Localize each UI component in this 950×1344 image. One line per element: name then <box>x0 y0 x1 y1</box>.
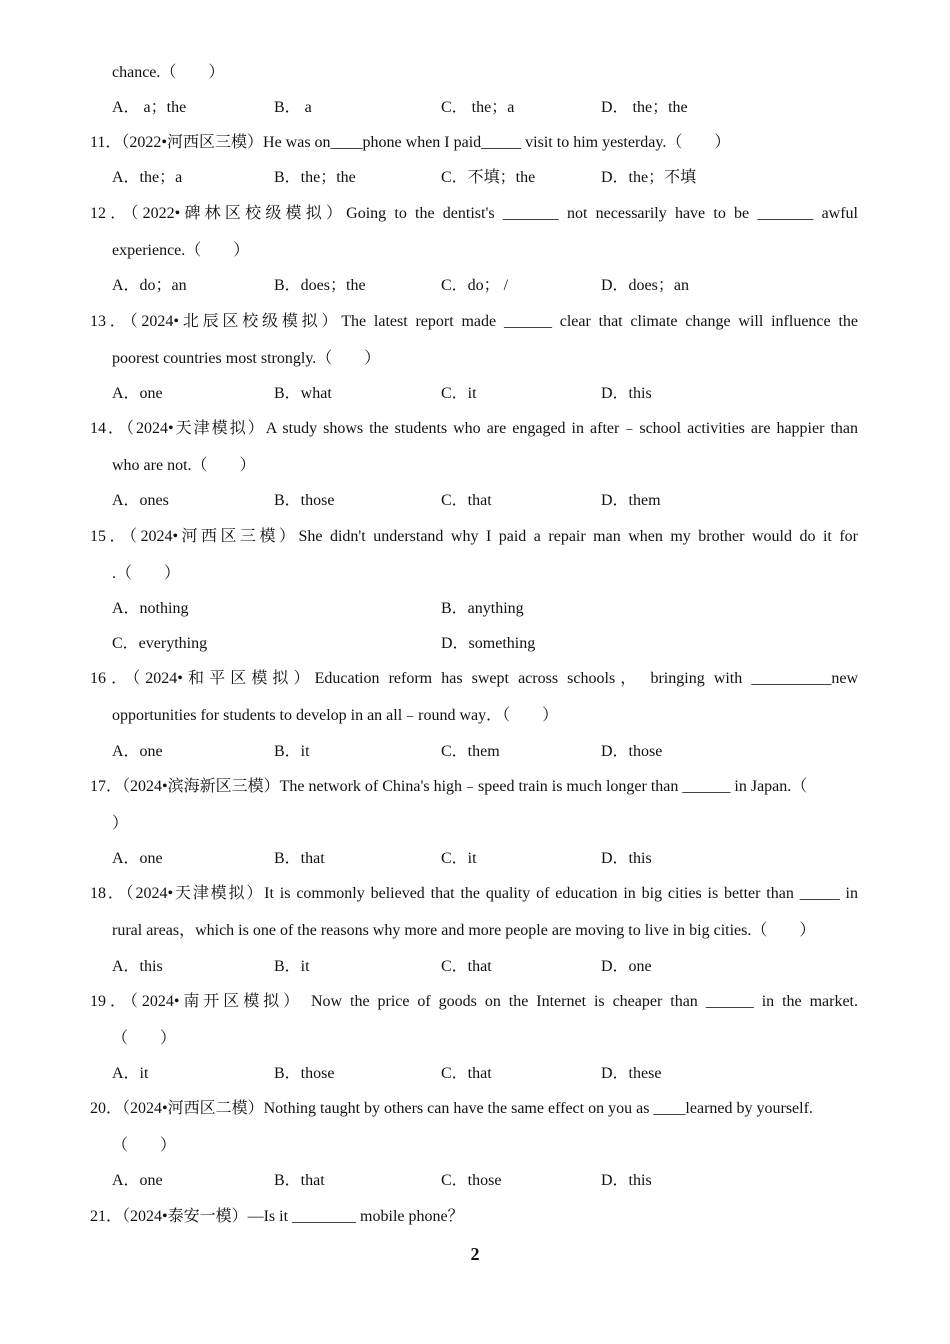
text-line-q13b: poorest countries most strongly.（ ） <box>112 350 381 367</box>
option-o10-3: D． the；the <box>601 99 688 116</box>
text-line-q20a: 20．（2024•河西区二模）Nothing taught by others can have the same effect on you as ____learned by yourself. <box>90 1100 813 1117</box>
text-line-q21: 21．（2024•泰安一模）—Is it ________ mobile phone？ <box>90 1208 464 1225</box>
option-o17-3: D．this <box>601 850 652 867</box>
text-line-q20b: （ ） <box>112 1137 177 1154</box>
option-o10-2: C． the；a <box>441 99 515 116</box>
text-line-q12b: experience.（ ） <box>112 242 250 259</box>
option-o20-3: D．this <box>601 1172 652 1189</box>
text-line-q17a: 17．（2024•滨海新区三模）The network of China's high﹣speed train is much longer than ______ in Japan.（ <box>90 778 808 795</box>
option-o13-2: C．it <box>441 385 477 402</box>
text-line-q14b: who are not.（ ） <box>112 457 256 474</box>
option-o18-2: C．that <box>441 958 492 975</box>
option-o11-3: D．the；不填 <box>601 169 697 186</box>
text-line-q19b: （ ） <box>112 1030 177 1047</box>
option-o15a-1: B．anything <box>441 600 524 617</box>
text-line-q12a: 12．（2022•碑林区校级模拟）Going to the dentist's _______ not necessarily have to be _______ awful <box>90 205 858 222</box>
option-o16-1: B．it <box>274 743 310 760</box>
option-o18-1: B．it <box>274 958 310 975</box>
option-o11-2: C．不填；the <box>441 169 536 186</box>
option-o16-3: D．those <box>601 743 663 760</box>
option-o14-1: B．those <box>274 492 335 509</box>
text-line-q18b: rural areas，which is one of the reasons why more and more people are moving to live in big cities.（ ） <box>112 922 816 939</box>
text-line-q18a: 18．（2024•天津模拟）It is commonly believed that the quality of education in big cities is better than _____ in <box>90 885 858 902</box>
option-o14-3: D．them <box>601 492 661 509</box>
option-o13-1: B．what <box>274 385 332 402</box>
page-number: 2 <box>470 1244 480 1264</box>
option-o19-0: A．it <box>112 1065 149 1082</box>
option-o19-1: B．those <box>274 1065 335 1082</box>
option-o12-2: C．do； / <box>441 277 509 294</box>
option-o17-1: B．that <box>274 850 325 867</box>
option-o19-3: D．these <box>601 1065 662 1082</box>
text-line-q15a: 15．（2024•河西区三模）She didn't understand why I paid a repair man when my brother would do it for <box>90 528 858 545</box>
option-o12-1: B．does；the <box>274 277 366 294</box>
option-o15b-1: D．something <box>441 635 536 652</box>
option-o13-3: D．this <box>601 385 652 402</box>
option-o15b-0: C．everything <box>112 635 208 652</box>
option-o18-0: A．this <box>112 958 163 975</box>
option-o12-0: A．do；an <box>112 277 187 294</box>
text-line-q16a: 16．（2024•和平区模拟）Education reform has swept across schools， bringing with __________new <box>90 670 858 687</box>
text-line-q17b: ） <box>112 815 129 832</box>
option-o20-2: C．those <box>441 1172 502 1189</box>
option-o12-3: D．does；an <box>601 277 689 294</box>
option-o18-3: D．one <box>601 958 652 975</box>
option-o13-0: A．one <box>112 385 163 402</box>
option-o11-0: A．the；a <box>112 169 183 186</box>
option-o10-0: A． a；the <box>112 99 187 116</box>
option-o14-0: A．ones <box>112 492 169 509</box>
option-o16-2: C．them <box>441 743 500 760</box>
text-line-q15b: .（ ） <box>112 565 181 582</box>
option-o14-2: C．that <box>441 492 492 509</box>
text-line-q19a: 19．（2024•南开区模拟） Now the price of goods on the Internet is cheaper than ______ in the market. <box>90 993 858 1010</box>
option-o20-1: B．that <box>274 1172 325 1189</box>
option-o11-1: B．the；the <box>274 169 356 186</box>
text-line-q13a: 13．（2024•北辰区校级模拟）The latest report made ______ clear that climate change will influence the <box>90 313 858 330</box>
option-o17-0: A．one <box>112 850 163 867</box>
text-line-q11: 11．（2022•河西区三模）He was on____phone when I paid_____ visit to him yesterday.（ ） <box>90 134 731 151</box>
text-line-q14a: 14．（2024•天津模拟）A study shows the students who are engaged in after﹣school activities are happier than <box>90 420 858 437</box>
option-o19-2: C．that <box>441 1065 492 1082</box>
text-line-l1: chance.（ ） <box>112 64 225 81</box>
option-o16-0: A．one <box>112 743 163 760</box>
option-o17-2: C．it <box>441 850 477 867</box>
option-o10-1: B． a <box>274 99 312 116</box>
option-o20-0: A．one <box>112 1172 163 1189</box>
option-o15a-0: A．nothing <box>112 600 189 617</box>
text-line-q16b: opportunities for students to develop in an all﹣round way．（ ） <box>112 707 559 724</box>
